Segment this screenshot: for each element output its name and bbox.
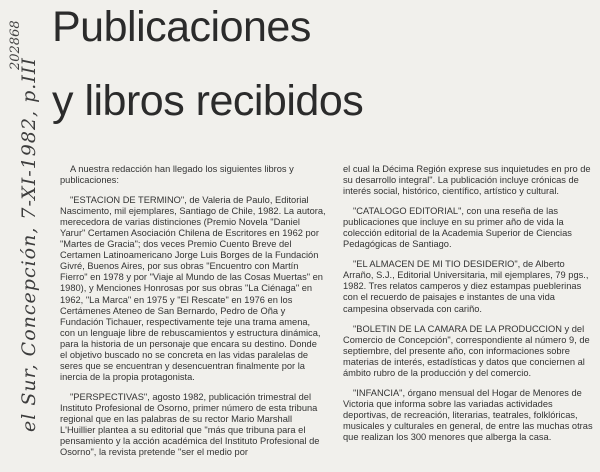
left-column: [60, 164, 326, 458]
catalog-number: 202868: [8, 20, 23, 70]
article-boletin-camara: "BOLETIN DE LA CAMARA DE LA PRODUCCION y del Comercio de Concepción", correspondiente al número 9, de septiembre, del presente año, con informaciones sobre materias de interés, estadísticas y datos que conciernen al ámbito rubro de la producción y del comercio.: [343, 323, 590, 378]
handwritten-source: el Sur, Concepción, 7-XI-1982, p.III: [18, 57, 40, 432]
article-estacion-de-termino: "ESTACION DE TERMINO", de Valeria de Paulo, Editorial Nascimento, mil ejemplares, Santiago de Chile, 1982. La autora, merecedora de varias distinciones (Premio Novela "Daniel Yarur" Certamen Asociación Chilena de Escritores en 1962 por "Martes de Gracia"; dos veces Premio Cuento Breve del Certamen Latinoamericano Jorge Luis Borges de la Fundación Givré, Buenos Aires, por sus obras "Encuentro con Martín Fierro" en 1978 y por "Viaje al Mundo de las Cosas Muertas" en 1980), y Menciones Honrosas por sus obras "La Ciénaga" en 1962, "La Marca" en 1975 y "El Rescate" en 1976 en los Certámenes Ateneo de San Bernardo, Pedro de Oña y Fundación Tichauer, respectivamente teje una trama amena, con un lenguaje libre de rebuscamientos y estructura dinámica, para la historia de un personaje que encara su destino. Donde el objetivo buscado no se concreta en las vidas paralelas de seres que se encuentran y desencuentran finalmente por la inercia de la propia protagonista.: [60, 195, 326, 382]
handwritten-annotation: [18, 42, 48, 432]
article-infancia: "INFANCIA", órgano mensual del Hogar de Menores de Victoria que informa sobre las variadas actividades deportivas, de recreación, literarias, teatrales, folklóricas, musicales y culturales en general, de entre las muchas otras que realizan los 300 menores que alberga la casa.: [343, 387, 593, 442]
page-title-line2: y libros recibidos: [52, 77, 364, 125]
article-catalogo-editorial: "CATALOGO EDITORIAL", con una reseña de las publicaciones que incluye en su primer año de vida la colección editorial de la Academia Superior de Ciencias Pedagógicas de Santiago.: [343, 206, 572, 250]
right-column: [343, 164, 597, 443]
article-perspectivas-continued: el cual la Décima Región exprese sus inquietudes en pro de su desarrollo integral". La publicación incluye crónicas de interés social, histórico, científico, artístico y cultural.: [343, 164, 591, 197]
intro-paragraph: A nuestra redacción han llegado los siguientes libros y publicaciones:: [60, 164, 294, 186]
article-almacen-tio-desiderio: "EL ALMACEN DE MI TIO DESIDERIO", de Alberto Arraño, S.J., Editorial Universitaria, mil ejemplares, 79 pgs., 1982. Tres relatos camperos y diez estampas pueblerinas con el recuerdo de paisajes e instantes de una vida campesina observada con cariño.: [343, 259, 589, 314]
article-perspectivas: "PERSPECTIVAS", agosto 1982, publicación trimestral del Instituto Profesional de Osorno, primer número de esta tribuna regional que en las palabras de su rector Mario Marshall L'Huillier plantea a su editorial que "más que tribuna para el pensamiento y la acción académica del Instituto Profesional de Osorno", la revista pretende "ser el medio por: [60, 391, 320, 458]
page-title-line1: Publicaciones: [52, 3, 311, 51]
